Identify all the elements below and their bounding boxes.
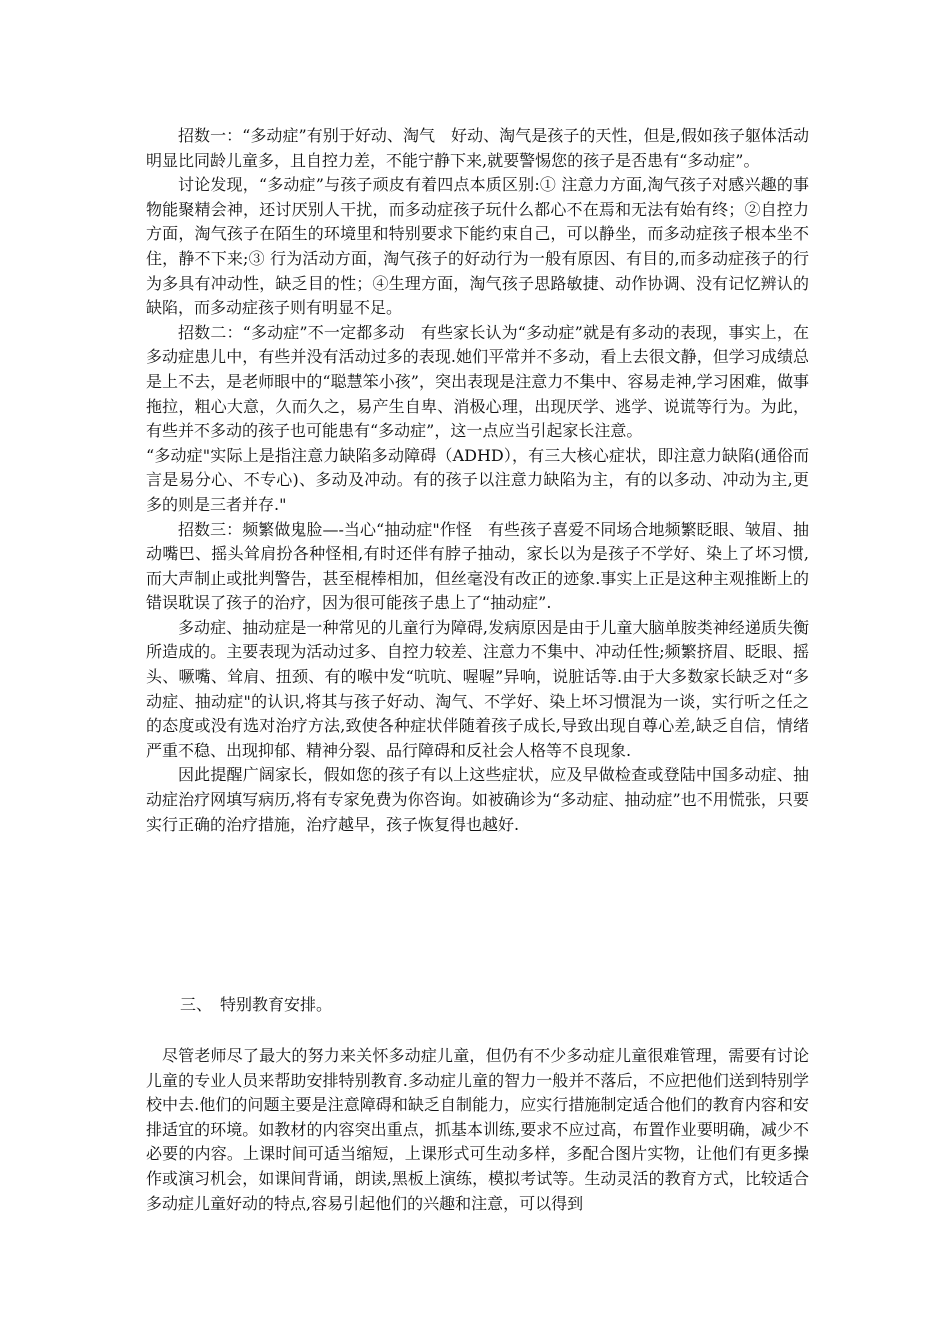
paragraph-four-differences: 讨论发现，“多动症”与孩子顽皮有着四点本质区别:① 注意力方面,淘气孩子对感兴趣的事物能聚精会神，还讨厌别人干扰，而多动症孩子玩什么都心不在焉和无法有始有终；②自控力方面，淘气孩子在陌生的环境里和特别要求下能约束自己，可以静坐，而多动症孩子根本坐不住，静不下来;③ 行为活动方面，淘气孩子的好动行为一般有原因、有目的,而多动症孩子的行为多具有冲动性，缺乏目的性；④生理方面，淘气孩子思路敏捷、动作协调、没有记忆辨认的缺陷，而多动症孩子则有明显不足。 xyxy=(146,175,809,318)
paragraph-adhd-definition: “多动症"实际上是指注意力缺陷多动障碍（ADHD），有三大核心症状，即注意力缺陷(通俗而言是易分心、不专心)、多动及冲动。有的孩子以注意力缺陷为主，有的以多动、冲动为主,更多的则是三者并存." xyxy=(146,445,809,514)
section-heading: 三、 特别教育安排。 xyxy=(180,995,333,1014)
paragraph-special-education: 尽管老师尽了最大的努力来关怀多动症儿童，但仍有不少多动症儿童很难管理，需要有讨论儿童的专业人员来帮助安排特别教育.多动症儿童的智力一般并不落后，不应把他们送到特别学校中去.他们的问题主要是注意障碍和缺乏自制能力，应实行措施制定适合他们的教育内容和安排适宜的环境。如教材的内容突出重点，抓基本训练,要求不应过高，布置作业要明确，减少不必要的内容。上课时间可适当缩短，上课形式可生动多样，多配合图片实物，让他们有更多操作或演习机会，如课间背诵，朗读,黑板上演练，模拟考试等。生动灵活的教育方式，比较适合多动症儿童好动的特点,容易引起他们的兴趣和注意，可以得到 xyxy=(146,1046,809,1213)
body-text-top xyxy=(146,124,809,837)
paragraph-reminder: 因此提醒广阔家长，假如您的孩子有以上这些症状，应及早做检查或登陆中国多动症、抽动症治疗网填写病历,将有专家免费为你咨询。如被确诊为“多动症、抽动症”也不用慌张，只要实行正确的治疗措施，治疗越早，孩子恢复得也越好. xyxy=(146,765,809,834)
paragraph-strategy-one: 招数一：“多动症”有别于好动、淘气 好动、淘气是孩子的天性，但是,假如孩子躯体活动明显比同龄儿童多，且自控力差，不能宁静下来,就要警惕您的孩子是否患有“多动症”。 xyxy=(146,126,809,170)
body-text-bottom xyxy=(146,1044,809,1216)
paragraph-strategy-three: 招数三：频繁做鬼脸—-当心“抽动症"作怪 有些孩子喜爱不同场合地频繁眨眼、皱眉、抽动嘴巴、摇头耸肩扮各种怪相,有时还伴有脖子抽动，家长以为是孩子不学好、染上了坏习惯,而大声制止或批判警告，甚至棍棒相加，但丝毫没有改正的迹象.事实上正是这种主观推断上的错误耽误了孩子的治疗，因为很可能孩子患上了“抽动症”. xyxy=(146,519,809,613)
paragraph-causes-symptoms: 多动症、抽动症是一种常见的儿童行为障碍,发病原因是由于儿童大脑单胺类神经递质失衡所造成的。主要表现为活动过多、自控力较差、注意力不集中、冲动任性;频繁挤眉、眨眼、摇头、噘嘴、耸肩、扭颈、有的喉中发“吭吭、喔喔”异响，说脏话等.由于大多数家长缺乏对“多动症、抽动症"的认识,将其与孩子好动、淘气、不学好、染上坏习惯混为一谈，实行听之任之的态度或没有选对治疗方法,致使各种症状伴随着孩子成长,导致出现自尊心差,缺乏自信，情绪严重不稳、出现抑郁、精神分裂、品行障碍和反社会人格等不良现象. xyxy=(146,617,809,760)
paragraph-strategy-two: 招数二：“多动症”不一定都多动 有些家长认为“多动症”就是有多动的表现，事实上，在多动症患儿中，有些并没有活动过多的表现.她们平常并不多动，看上去很文静，但学习成绩总是上不去，是老师眼中的“聪慧笨小孩”，突出表现是注意力不集中、容易走神,学习困难，做事拖拉，粗心大意，久而久之，易产生自卑、消极心理，出现厌学、逃学、说谎等行为。为此，有些并不多动的孩子也可能患有“多动症”，这一点应当引起家长注意。 xyxy=(146,322,809,441)
